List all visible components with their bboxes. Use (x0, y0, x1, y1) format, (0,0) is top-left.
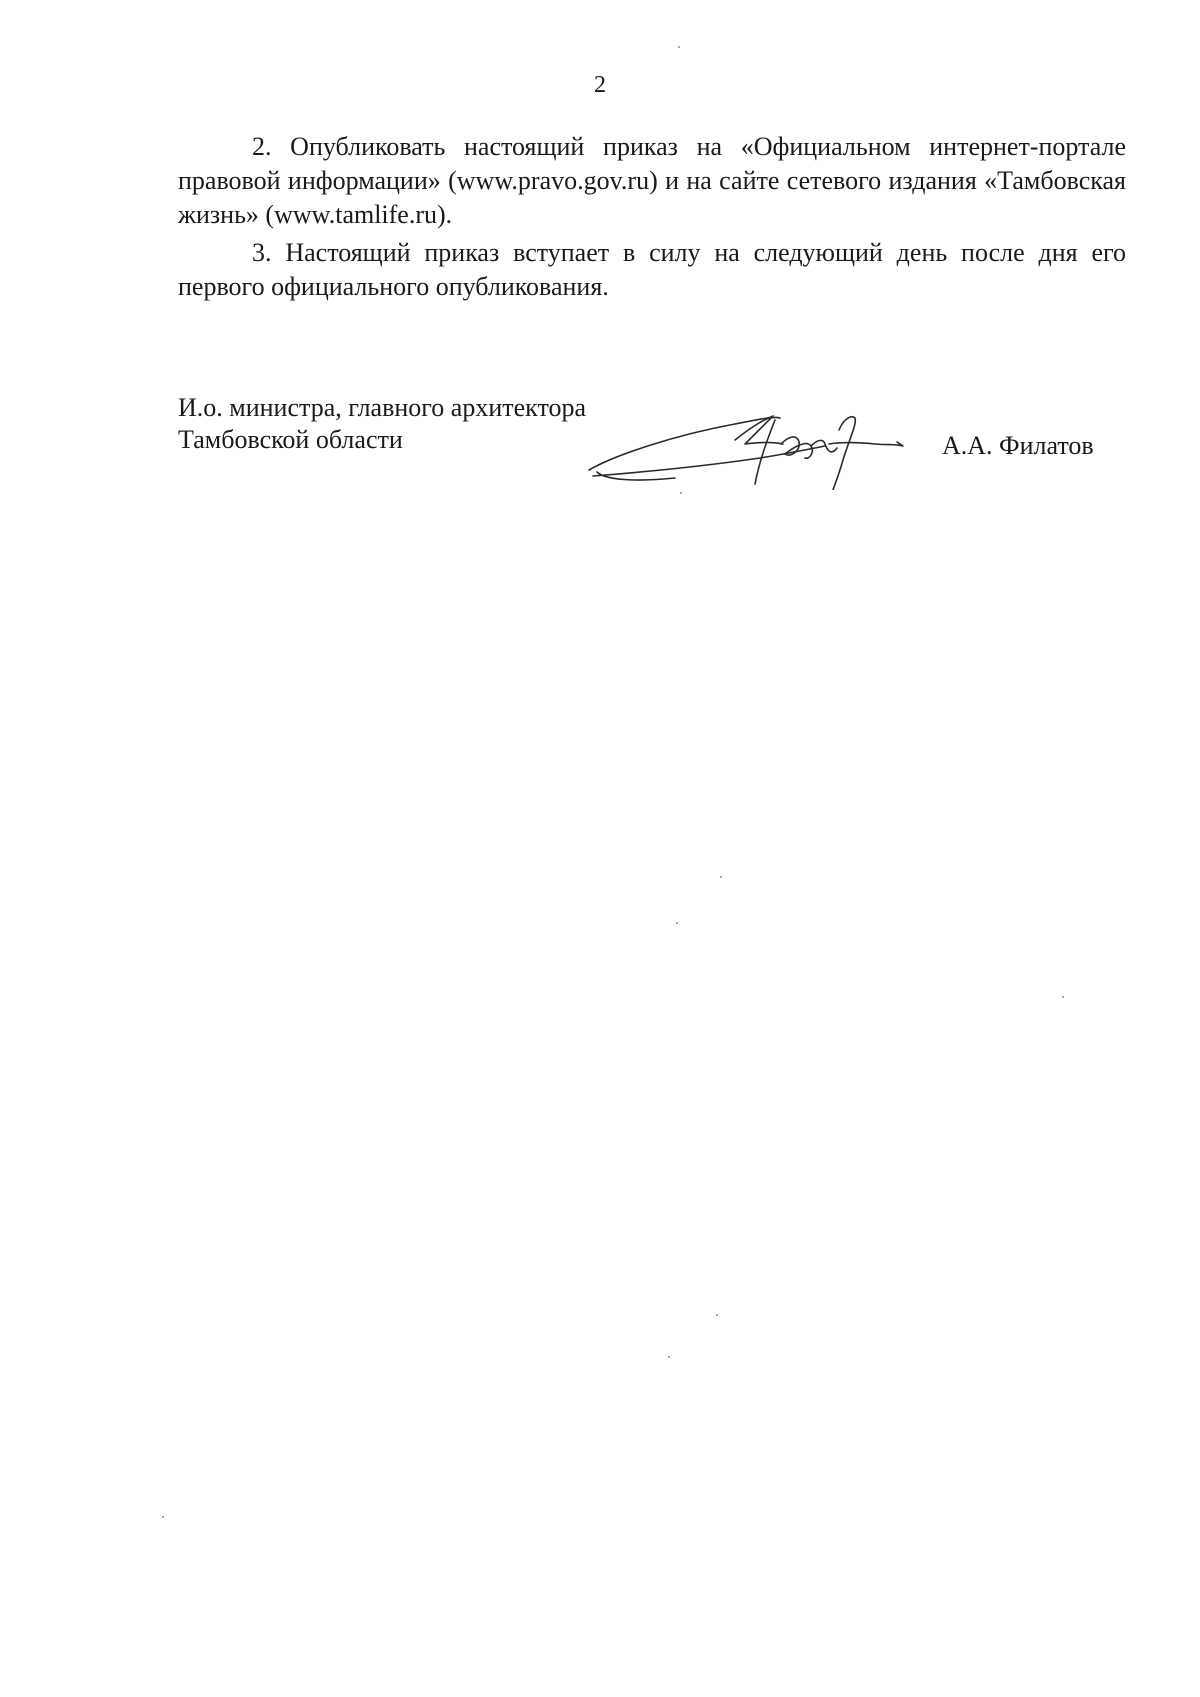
scan-speck (162, 1516, 164, 1518)
scan-speck (716, 1314, 718, 1316)
page-number: 2 (594, 72, 606, 98)
position-line-1: И.о. министра, главного архитектора (178, 393, 587, 422)
scan-speck (720, 876, 722, 878)
position-line-2: Тамбовской области (178, 425, 403, 454)
handwritten-signature (585, 400, 915, 490)
scan-speck (678, 46, 680, 48)
scan-speck (668, 1356, 670, 1358)
paragraph-publication: 2. Опубликовать настоящий приказ на «Официальном интернет-портале правовой информации» (www.pravo.gov.ru) и на сайте сетевого издания «Тамбовская жизнь» (www.tamlife.ru). (178, 132, 1126, 229)
scan-speck (1062, 996, 1064, 998)
signer-name: А.А. Филатов (942, 431, 1094, 460)
paragraph-effective-date: 3. Настоящий приказ вступает в силу на следующий день после дня его первого официального опубликования. (178, 238, 1126, 301)
signatory-position (178, 392, 586, 456)
scan-speck (680, 492, 682, 494)
document-body (178, 130, 1126, 308)
scan-speck (676, 922, 678, 924)
